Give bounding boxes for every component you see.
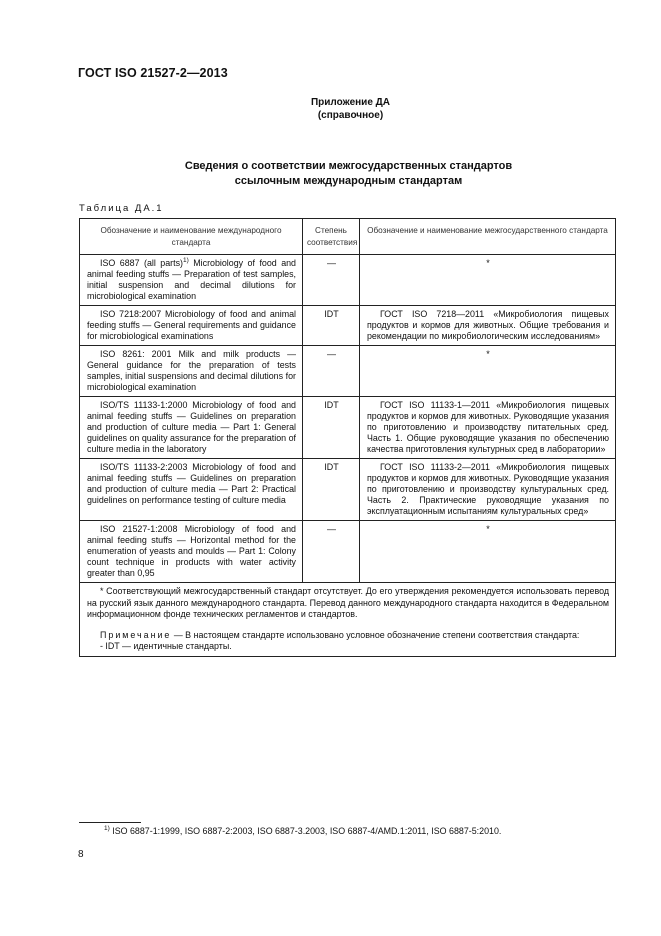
gost-cell: ГОСТ ISO 11133-1—2011 «Микробиология пищевых продуктов и кормов для животных. Руководящие указания по приготовлению и производству питательных сред. Часть 1. Общие руководящие указания по обеспечению качества приготовления культурных сред в лаборатории» [360, 397, 616, 459]
section-title [0, 159, 661, 189]
header-iso: Обозначение и наименование международного стандарта [80, 219, 303, 255]
document-designation: ГОСТ ISO 21527-2—2013 [78, 66, 228, 80]
section-title-line1: Сведения о соответствии межгосударственных стандартов [184, 160, 513, 172]
footnote [104, 826, 501, 836]
footnote-ref: 1) [183, 257, 189, 265]
table-notes [80, 583, 616, 657]
degree-cell: IDT [303, 459, 360, 521]
idt-definition: - IDT — идентичные стандарты. [100, 641, 232, 651]
iso-designation: ISO 6887 (all parts) [100, 258, 183, 268]
iso-cell: ISO 8261: 2001 Milk and milk products — General guidance for the preparation of tests samples, initial suspensions and decimal dilutions for microbiological examination [80, 346, 303, 397]
table-row [80, 397, 616, 459]
iso-cell: ISO 7218:2007 Microbiology of food and animal feeding stuffs — General requirements and guidance for microbiological examinations [80, 306, 303, 346]
appendix-subtitle: (справочное) [317, 110, 384, 121]
iso-cell: ISO/TS 11133-1:2000 Microbiology of food and animal feeding stuffs — Guidelines on preparation and production of culture media — Part 1: General guidelines on quality assurance for the preparation of culture media in the laboratory [80, 397, 303, 459]
footnote-marker: 1) [104, 825, 110, 833]
iso-title: Microbiology of food and animal feeding stuffs — Preparation of test samples, initial suspension and decimal dilutions for microbiological examination [87, 258, 296, 301]
degree-cell: — [303, 255, 360, 306]
appendix-heading [0, 96, 661, 122]
table-row [80, 521, 616, 583]
table-header-row [80, 219, 616, 255]
table-row [80, 459, 616, 521]
note-paragraph [87, 630, 609, 642]
iso-cell [80, 255, 303, 306]
gost-cell: * [360, 346, 616, 397]
table-row [80, 346, 616, 397]
section-title-line2: ссылочным международным стандартам [234, 175, 463, 187]
note-label: Примечание [100, 629, 172, 640]
degree-cell: — [303, 521, 360, 583]
gost-cell: * [360, 521, 616, 583]
iso-cell: ISO/TS 11133-2:2003 Microbiology of food and animal feeding stuffs — Guidelines on preparation and production of culture media — Part 2: Practical guidelines on performance testing of culture media [80, 459, 303, 521]
note-text: — В настоящем стандарте использовано условное обозначение степени соответствия стандарта: [171, 629, 580, 640]
table-notes-row [80, 583, 616, 657]
iso-cell: ISO 21527-1:2008 Microbiology of food and animal feeding stuffs — Horizontal method for the enumeration of yeasts and moulds — Part 1: Colony count technique in products with water activity greater than 0,95 [80, 521, 303, 583]
asterisk-note: * Соответствующий межгосударственный стандарт отсутствует. До его утверждения рекомендуется использовать перевод на русский язык данного международного стандарта. Перевод данного международного стандарта находится в Федеральном информационном фонде технических регламентов и стандартов. [87, 586, 609, 619]
degree-cell: IDT [303, 306, 360, 346]
degree-cell: — [303, 346, 360, 397]
gost-cell: ГОСТ ISO 7218—2011 «Микробиология пищевых продуктов и кормов для животных. Общие требования и рекомендации по микробиологическим исследованиям» [360, 306, 616, 346]
standards-table [79, 218, 616, 657]
degree-cell: IDT [303, 397, 360, 459]
gost-cell: ГОСТ ISO 11133-2—2011 «Микробиология пищевых продуктов и кормов для животных. Руководящие указания по приготовлению и производству культуральных сред. Часть 2. Практические руководящие указания по эксплуатационным испытаниям культуральных сред» [360, 459, 616, 521]
footnote-text: ISO 6887-1:1999, ISO 6887-2:2003, ISO 6887-3.2003, ISO 6887-4/AMD.1:2011, ISO 6887-5:2010. [109, 826, 502, 836]
table-row [80, 306, 616, 346]
header-degree: Степень соответствия [303, 219, 360, 255]
appendix-title: Приложение ДА [310, 97, 391, 108]
page-number: 8 [78, 849, 84, 860]
header-gost: Обозначение и наименование межгосударственного стандарта [360, 219, 616, 255]
table-row [80, 255, 616, 306]
footnote-separator [79, 822, 141, 823]
table-caption: Таблица ДА.1 [79, 203, 164, 214]
gost-cell: * [360, 255, 616, 306]
